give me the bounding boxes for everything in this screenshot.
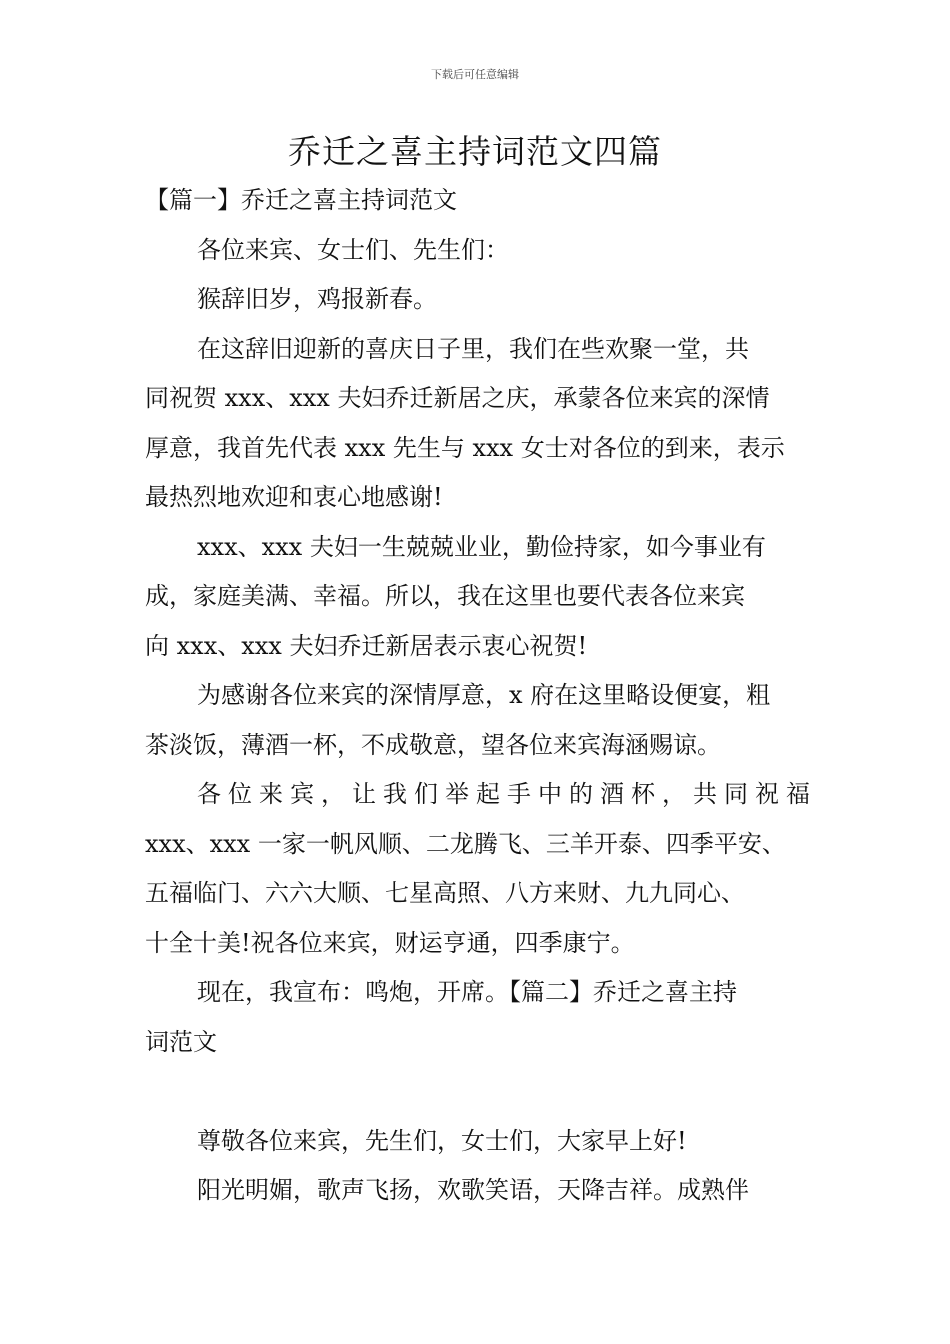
paragraph-line: 向 xxx、xxx 夫妇乔迁新居表示衷心祝贺!: [145, 631, 588, 660]
paragraph-line: 最热烈地欢迎和衷心地感谢!: [145, 483, 443, 511]
paragraph-line: 成，家庭美满、幸福。所以，我在这里也要代表各位来宾: [145, 582, 745, 610]
blank-line: [145, 1067, 810, 1117]
paragraph-line: 为感谢各位来宾的深情厚意，x 府在这里略设便宴，粗: [197, 681, 771, 709]
document-body: [145, 176, 810, 1216]
paragraph-line: 猴辞旧岁，鸡报新春。: [197, 285, 437, 313]
paragraph-line: 茶淡饭，薄酒一杯，不成敬意，望各位来宾海涵赐谅。: [145, 730, 721, 759]
paragraph-line: 各位来宾，让我们举起手中的酒杯，共同祝福: [197, 780, 810, 808]
paragraph-line: 同祝贺 xxx、xxx 夫妇乔迁新居之庆，承蒙各位来宾的深情: [145, 384, 770, 412]
paragraph-line: 阳光明媚，歌声飞扬，欢歌笑语，天降吉祥。成熟伴: [197, 1176, 749, 1204]
header-note: 下载后可任意编辑: [431, 68, 519, 81]
paragraph-line: 现在，我宣布：鸣炮，开席。【篇二】乔迁之喜主持: [197, 978, 737, 1006]
paragraph-line: xxx、xxx 一家一帆风顺、二龙腾飞、三羊开泰、四季平安、: [145, 829, 786, 858]
section-heading: 【篇一】乔迁之喜主持词范文: [145, 186, 457, 214]
paragraph-line: 尊敬各位来宾，先生们，女士们，大家早上好!: [197, 1126, 687, 1155]
paragraph-line: 在这辞旧迎新的喜庆日子里，我们在些欢聚一堂，共: [197, 334, 749, 363]
paragraph-line: 词范文: [145, 1027, 217, 1056]
document-title: 乔迁之喜主持词范文四篇: [288, 132, 662, 171]
paragraph-line: 五福临门、六六大顺、七星高照、八方来财、九九同心、: [145, 879, 745, 907]
paragraph-line: 厚意，我首先代表 xxx 先生与 xxx 女士对各位的到来，表示: [145, 433, 785, 462]
paragraph-line: 十全十美!祝各位来宾，财运亨通，四季康宁。: [145, 928, 635, 957]
paragraph-line: xxx、xxx 夫妇一生兢兢业业，勤俭持家，如今事业有: [197, 532, 766, 561]
paragraph-line: 各位来宾、女士们、先生们：: [197, 235, 509, 264]
